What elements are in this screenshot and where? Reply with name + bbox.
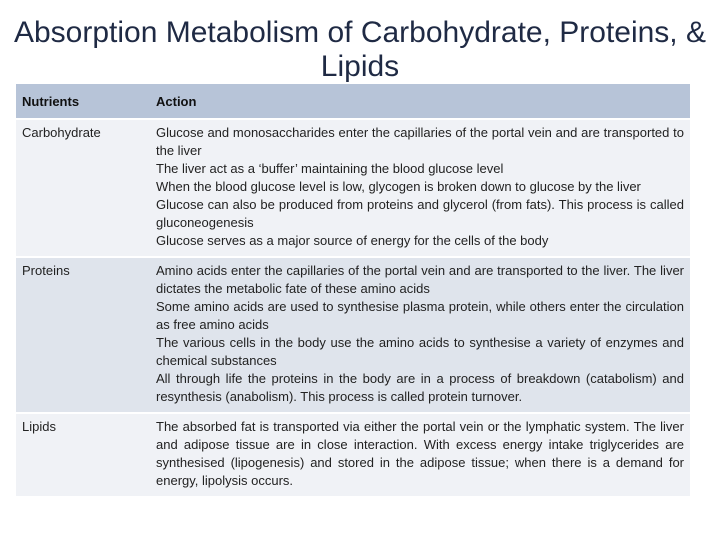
action-line: Glucose serves as a major source of energy for the cells of the body bbox=[156, 233, 549, 248]
action-line: Glucose and monosaccharides enter the capillaries of the portal vein and are transported to the liver bbox=[156, 125, 684, 158]
action-line: The liver act as a ‘buffer’ maintaining the blood glucose level bbox=[156, 161, 504, 176]
action-line: The various cells in the body use the amino acids to synthesise a variety of enzymes and chemical substances bbox=[156, 335, 684, 368]
action-line: All through life the proteins in the body are in a process of breakdown (catabolism) and resynthesis (anabolism). This process is called protein turnover. bbox=[156, 371, 684, 404]
nutrient-cell: Lipids bbox=[16, 413, 150, 496]
action-line: The absorbed fat is transported via either the portal vein or the lymphatic system. The liver and adipose tissue are in close interaction. With excess energy intake triglycerides are synthesised (lipogenesis) and stored in the adipose tissue; when there is a demand for energy, lipolysis occurs. bbox=[156, 419, 684, 488]
nutrients-table bbox=[16, 84, 690, 496]
column-header-action: Action bbox=[150, 84, 690, 119]
page-title: Absorption Metabolism of Carbohydrate, Proteins, & Lipids bbox=[13, 16, 706, 83]
action-line: When the blood glucose level is low, glycogen is broken down to glucose by the liver bbox=[156, 179, 641, 194]
nutrient-cell: Carbohydrate bbox=[16, 119, 150, 257]
table-row bbox=[16, 413, 690, 496]
table-row bbox=[16, 119, 690, 257]
column-header-nutrients: Nutrients bbox=[16, 84, 150, 119]
action-cell bbox=[150, 257, 690, 413]
action-line: Amino acids enter the capillaries of the portal vein and are transported to the liver. The liver dictates the metabolic fate of these amino acids bbox=[156, 263, 684, 296]
action-line: Some amino acids are used to synthesise plasma protein, while others enter the circulation as free amino acids bbox=[156, 299, 684, 332]
action-cell bbox=[150, 413, 690, 496]
table-header-row bbox=[16, 84, 690, 119]
action-cell bbox=[150, 119, 690, 257]
action-line: Glucose can also be produced from proteins and glycerol (from fats). This process is called gluconeogenesis bbox=[156, 197, 684, 230]
nutrient-cell: Proteins bbox=[16, 257, 150, 413]
table-row bbox=[16, 257, 690, 413]
